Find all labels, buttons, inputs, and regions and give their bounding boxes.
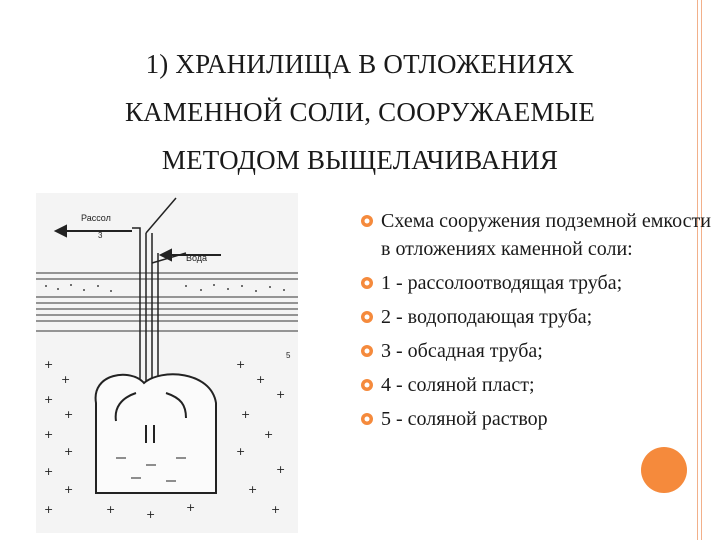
legend-item [360, 371, 720, 399]
legend-item [360, 269, 720, 297]
gear-flower-icon [360, 412, 374, 426]
water-label: Вода [186, 253, 208, 263]
svg-text:+: + [44, 393, 54, 406]
number-label-5: 5 [286, 351, 291, 360]
svg-text:+: + [64, 483, 74, 496]
svg-text:+: + [241, 408, 251, 421]
svg-text:+: + [276, 388, 286, 401]
svg-text:+: + [276, 463, 286, 476]
title-line-1: 1) ХРАНИЛИЩА В ОТЛОЖЕНИЯХ [145, 49, 575, 79]
svg-text:+: + [256, 373, 266, 386]
legend-list [360, 207, 720, 439]
title-line-3: МЕТОДОМ ВЫЩЕЛАЧИВАНИЯ [161, 145, 559, 175]
legend-item [360, 303, 720, 331]
brine-label: Рассол [81, 213, 111, 223]
svg-text:+: + [146, 508, 156, 521]
salt-cavern-diagram [36, 193, 298, 533]
svg-text:+: + [236, 358, 246, 371]
svg-text:+: + [61, 373, 71, 386]
gear-flower-icon [360, 344, 374, 358]
legend-text: 3 - обсадная труба; [381, 340, 543, 362]
svg-text:+: + [186, 501, 196, 514]
svg-text:+: + [236, 445, 246, 458]
legend-text: 1 - рассолоотводящая труба; [381, 272, 623, 294]
gear-flower-icon [360, 378, 374, 392]
gear-flower-icon [360, 276, 374, 290]
svg-text:+: + [44, 428, 54, 441]
legend-text: 4 - соляной пласт; [381, 374, 535, 396]
svg-text:+: + [271, 503, 281, 516]
svg-text:+: + [44, 503, 54, 516]
decorative-orange-circle [641, 447, 687, 493]
gear-flower-icon [360, 310, 374, 324]
legend-text: 5 - соляной раствор [381, 408, 548, 430]
number-label-3: 3 [98, 231, 103, 240]
svg-text:+: + [64, 408, 74, 421]
legend-text: 2 - водоподающая труба; [381, 306, 593, 328]
svg-text:+: + [44, 465, 54, 478]
svg-text:+: + [264, 428, 274, 441]
svg-text:+: + [106, 503, 116, 516]
svg-text:+: + [64, 445, 74, 458]
legend-item [360, 337, 720, 365]
legend-item [360, 207, 720, 263]
svg-text:+: + [44, 358, 54, 371]
legend-text: Схема сооружения подземной емкости в отложениях каменной соли: [381, 210, 711, 260]
legend-item [360, 405, 720, 433]
svg-text:+: + [248, 483, 258, 496]
slide-title [60, 40, 660, 184]
salt-cavern [96, 374, 216, 493]
title-line-2: КАМЕННОЙ СОЛИ, СООРУЖАЕМЫЕ [124, 97, 596, 127]
gear-flower-icon [360, 214, 374, 228]
